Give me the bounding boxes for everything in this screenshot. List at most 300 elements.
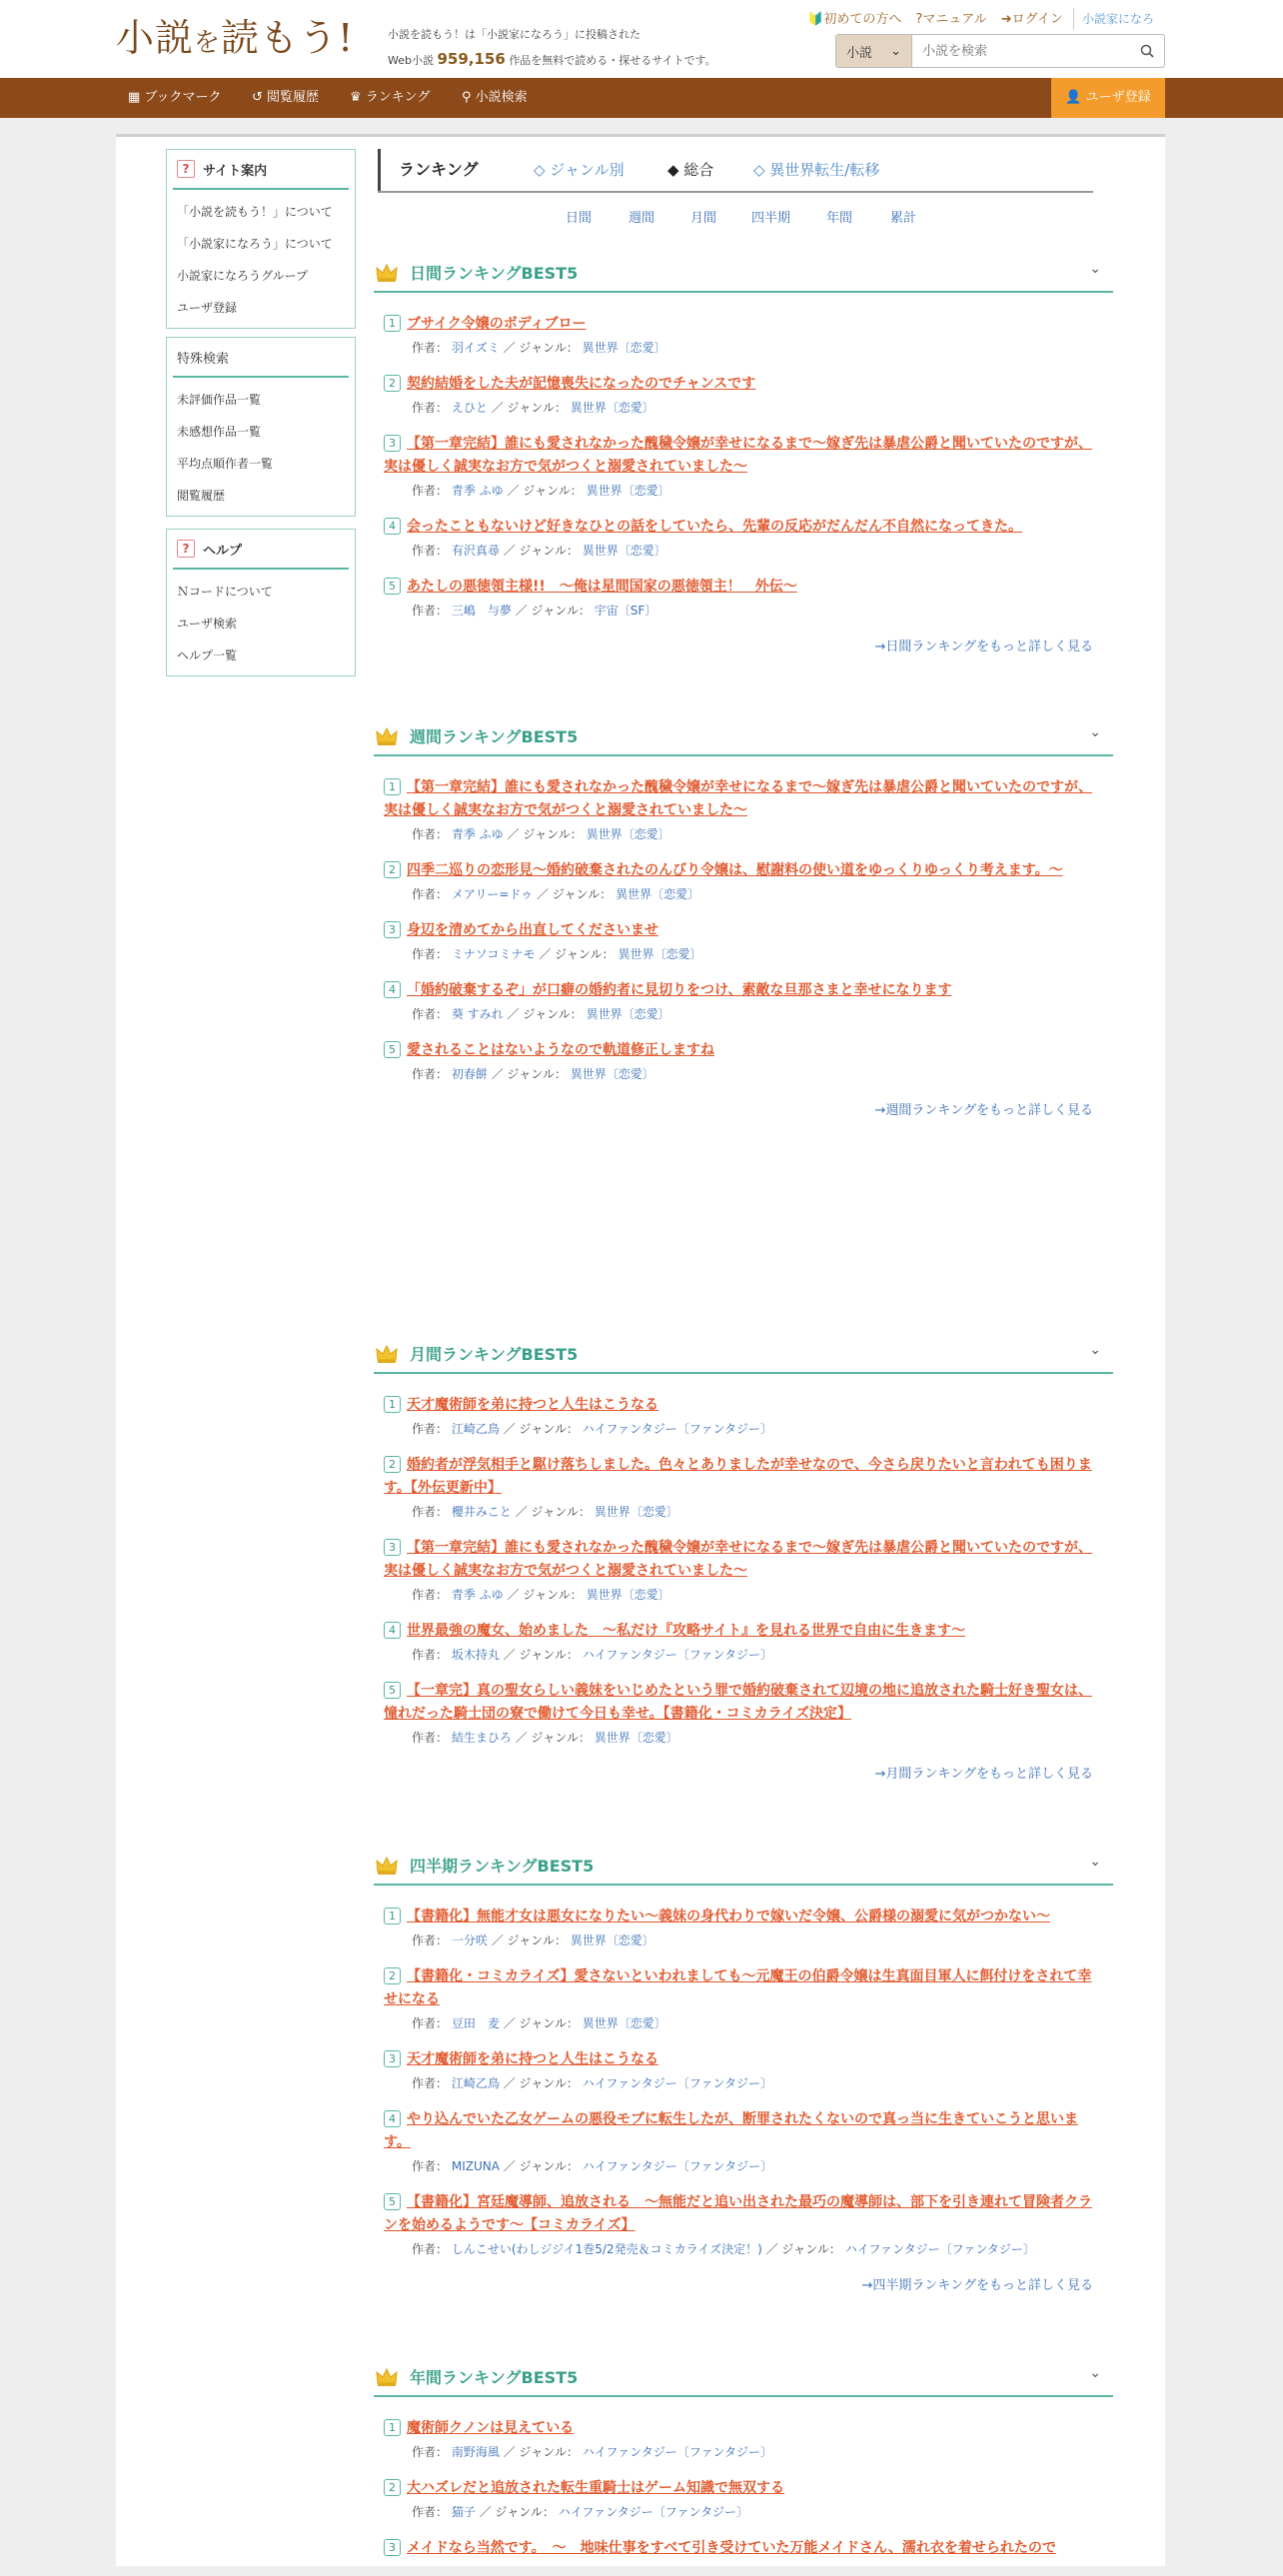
author-label: 作者： bbox=[412, 1933, 449, 1947]
author-link[interactable]: MIZUNA bbox=[451, 2159, 500, 2173]
novel-title-link[interactable]: あたしの悪徳領主様!! ～俺は星間国家の悪徳領主！ 外伝～ bbox=[407, 579, 797, 595]
genre-link[interactable]: 異世界〔恋愛〕 bbox=[570, 401, 654, 415]
site-tagline bbox=[388, 23, 716, 73]
entry-meta bbox=[384, 2014, 1103, 2032]
author-link[interactable]: 羽イズミ bbox=[451, 341, 500, 355]
entry-title-row bbox=[384, 776, 1103, 822]
author-link[interactable]: 猫子 bbox=[451, 2505, 476, 2519]
search-button[interactable] bbox=[1130, 35, 1164, 67]
genre-label: ／ ジャンル： bbox=[503, 2076, 579, 2090]
entry-title-row bbox=[384, 576, 1103, 599]
ranking-entry bbox=[374, 2477, 1113, 2521]
author-label: 作者： bbox=[412, 544, 449, 558]
rank-number: 1 bbox=[384, 778, 401, 795]
genre-label: ／ ジャンル： bbox=[503, 1422, 579, 1436]
author-link[interactable]: 結生まひろ bbox=[451, 1731, 512, 1745]
section-header[interactable] bbox=[374, 1846, 1113, 1886]
tab-isekai[interactable]: ◇ 異世界転生/転移 bbox=[753, 161, 880, 179]
chevron-down-icon: ⌄ bbox=[890, 43, 901, 59]
ranking-entry bbox=[374, 919, 1113, 963]
ranking-section-monthly bbox=[374, 1334, 1113, 1782]
ranking-tabs bbox=[378, 149, 1093, 193]
crown-icon bbox=[376, 263, 398, 283]
site-guide-title: サイト案内 bbox=[203, 163, 268, 179]
entry-meta bbox=[384, 1586, 1103, 1604]
author-label: 作者： bbox=[412, 1505, 449, 1519]
genre-link[interactable]: 異世界〔恋愛〕 bbox=[586, 1007, 670, 1021]
main-nav bbox=[0, 78, 1283, 118]
nav-bookmark[interactable] bbox=[128, 78, 222, 118]
novel-title-link[interactable]: 婚約者が浮気相手と駆け落ちしました。色々とありましたが幸せなので、今さら戻りたいと言われても困ります。【外伝更新中】 bbox=[384, 1457, 1092, 1496]
site-logo[interactable] bbox=[116, 14, 354, 67]
rank-number: 4 bbox=[384, 518, 401, 535]
entry-meta bbox=[384, 2503, 1103, 2521]
narou-logo[interactable]: 小説家になろ bbox=[1073, 8, 1163, 30]
genre-link[interactable]: ハイファンタジー〔ファンタジー〕 bbox=[582, 1648, 772, 1662]
entry-title-row bbox=[384, 1537, 1103, 1583]
genre-link[interactable]: 異世界〔恋愛〕 bbox=[586, 1588, 670, 1602]
genre-label: ／ ジャンル： bbox=[491, 401, 567, 415]
beginner-label: 初めての方へ bbox=[823, 12, 902, 27]
top-links bbox=[807, 8, 1063, 27]
tab-ranking: ランキング bbox=[378, 149, 479, 191]
crown-icon bbox=[376, 1344, 398, 1364]
genre-link[interactable]: ハイファンタジー〔ファンタジー〕 bbox=[582, 1422, 772, 1436]
genre-link[interactable]: 異世界〔恋愛〕 bbox=[618, 947, 702, 961]
ranking-entry bbox=[374, 313, 1113, 357]
ranking-entry bbox=[374, 516, 1113, 560]
genre-link[interactable]: 異世界〔恋愛〕 bbox=[582, 544, 666, 558]
ranking-entry bbox=[374, 859, 1113, 903]
genre-label: ／ ジャンル： bbox=[503, 1648, 579, 1662]
nav-bookmark-label: ブックマーク bbox=[144, 90, 222, 105]
manual-icon: ? bbox=[915, 12, 923, 27]
crown-icon bbox=[376, 1856, 398, 1876]
rank-number: 4 bbox=[384, 981, 401, 998]
section-title: 日間ランキングBEST5 bbox=[410, 264, 579, 283]
author-link[interactable]: 有沢真尋 bbox=[451, 544, 500, 558]
author-label: 作者： bbox=[412, 2076, 449, 2090]
sidebar-item-help-list[interactable]: ヘルプ一覧 bbox=[177, 648, 238, 662]
novel-title-link[interactable]: 【第一章完結】誰にも愛されなかった醜穢令嬢が幸せになるまで〜嫁ぎ先は暴虐公爵と聞いていたのですが、実は優しく誠実なお方で気がつくと溺愛されていました〜 bbox=[384, 436, 1092, 475]
genre-label: ／ ジャンル： bbox=[515, 604, 591, 618]
chevron-down-icon[interactable]: ⌄ bbox=[1089, 261, 1101, 277]
author-label: 作者： bbox=[412, 1067, 449, 1081]
ranking-list bbox=[374, 1374, 1113, 1747]
logo-text: 小説 bbox=[116, 16, 195, 60]
login-icon: ➜ bbox=[1000, 12, 1012, 27]
entry-meta bbox=[384, 2157, 1103, 2175]
author-label: 作者： bbox=[412, 341, 449, 355]
ranking-entry bbox=[374, 1906, 1113, 1949]
rank-number: 2 bbox=[384, 375, 401, 392]
search-bar bbox=[835, 34, 1165, 68]
entry-meta bbox=[384, 1503, 1103, 1521]
genre-label: ／ ジャンル： bbox=[491, 1933, 567, 1947]
tagline-suffix: 作品を無料で読める・探せるサイトです。 bbox=[509, 54, 716, 67]
author-link[interactable]: 青季 ふゆ bbox=[451, 484, 504, 498]
tab-daily[interactable]: 日間 bbox=[566, 211, 593, 226]
novel-title-link[interactable]: 愛されることはないようなので軌道修正しますね bbox=[407, 1042, 714, 1058]
tab-genre[interactable]: ◇ ジャンル別 bbox=[534, 161, 625, 179]
help-heading bbox=[173, 530, 349, 570]
genre-label: ／ ジャンル： bbox=[491, 1067, 567, 1081]
genre-link[interactable]: 異世界〔恋愛〕 bbox=[582, 2016, 666, 2030]
author-label: 作者： bbox=[412, 1422, 449, 1436]
entry-meta bbox=[384, 2074, 1103, 2092]
genre-label: ／ ジャンル： bbox=[539, 947, 615, 961]
entry-title-row bbox=[384, 2048, 1103, 2071]
ranking-entry bbox=[374, 2048, 1113, 2092]
entry-title-row bbox=[384, 979, 1103, 1002]
sidebar-item-history[interactable]: 閲覧履歴 bbox=[177, 489, 226, 503]
bookmark-icon: ▦ bbox=[128, 90, 141, 105]
beginner-icon: 🔰 bbox=[807, 12, 824, 27]
sidebar-item-ncode[interactable]: Ｎコードについて bbox=[177, 585, 273, 599]
entry-title-row bbox=[384, 1039, 1103, 1062]
ranking-entry bbox=[374, 2417, 1113, 2461]
content-container bbox=[116, 137, 1165, 2566]
genre-link[interactable]: ハイファンタジー〔ファンタジー〕 bbox=[582, 2445, 772, 2459]
sidebar-item-narou-group[interactable]: 小説家になろうグループ bbox=[177, 269, 309, 283]
novel-title-link[interactable]: ブサイク令嬢のボディブロー bbox=[407, 316, 587, 332]
nav-history[interactable] bbox=[252, 78, 319, 118]
sidebar-item-unrated[interactable]: 未評価作品一覧 bbox=[177, 393, 262, 407]
author-link[interactable]: えひと bbox=[451, 401, 488, 415]
novel-count: 959,156 bbox=[437, 50, 506, 68]
entry-meta bbox=[384, 602, 1103, 620]
genre-link[interactable]: 異世界〔恋愛〕 bbox=[570, 1067, 654, 1081]
author-label: 作者： bbox=[412, 947, 449, 961]
sidebar-site-guide bbox=[166, 149, 356, 329]
tab-weekly[interactable]: 週間 bbox=[629, 211, 655, 226]
login-label: ログイン bbox=[1011, 12, 1063, 27]
search-type-value: 小説 bbox=[846, 45, 873, 61]
author-link[interactable]: 江崎乙鳥 bbox=[451, 2076, 500, 2090]
novel-title-link[interactable]: 【一章完】真の聖女らしい義妹をいじめたという罪で婚約破棄されて辺境の地に追放された騎士好き聖女は、憧れだった騎士団の寮で働けて今日も幸せ。【書籍化・コミカライズ決定】 bbox=[384, 1683, 1092, 1722]
nav-history-label: 閲覧履歴 bbox=[267, 90, 320, 105]
genre-link[interactable]: 異世界〔恋愛〕 bbox=[586, 484, 670, 498]
entry-title-row bbox=[384, 2477, 1103, 2500]
genre-label: ／ ジャンル： bbox=[536, 887, 613, 901]
entry-meta bbox=[384, 339, 1103, 357]
entry-title-row bbox=[384, 1620, 1103, 1643]
chevron-down-icon[interactable]: ⌄ bbox=[1089, 2365, 1101, 2381]
ranking-entry bbox=[374, 1537, 1113, 1604]
logo-text-wo: を bbox=[194, 28, 222, 58]
tab-yearly[interactable]: 年間 bbox=[826, 211, 853, 226]
rank-number: 3 bbox=[384, 435, 401, 452]
genre-label: ／ ジャンル： bbox=[507, 1007, 583, 1021]
author-link[interactable]: 青季 ふゆ bbox=[451, 1588, 504, 1602]
author-label: 作者： bbox=[412, 2242, 449, 2256]
chevron-down-icon[interactable]: ⌄ bbox=[1089, 1342, 1101, 1358]
manual-label: マニュアル bbox=[922, 12, 987, 27]
genre-label: ／ ジャンル： bbox=[503, 544, 579, 558]
ranking-entry bbox=[374, 1680, 1113, 1747]
tab-monthly[interactable]: 月間 bbox=[690, 211, 717, 226]
rank-number: 2 bbox=[384, 2479, 401, 2496]
genre-link[interactable]: ハイファンタジー〔ファンタジー〕 bbox=[844, 2242, 1035, 2256]
author-label: 作者： bbox=[412, 401, 449, 415]
crown-icon bbox=[376, 2367, 398, 2387]
search-input[interactable] bbox=[912, 35, 1130, 67]
novel-title-link[interactable]: 【第一章完結】誰にも愛されなかった醜穢令嬢が幸せになるまで〜嫁ぎ先は暴虐公爵と聞いていたのですが、実は優しく誠実なお方で気がつくと溺愛されていました〜 bbox=[384, 1540, 1092, 1579]
ranking-entry bbox=[374, 1965, 1113, 2032]
question-icon: ? bbox=[177, 540, 195, 558]
entry-meta bbox=[384, 1420, 1103, 1438]
logo-text-end: 読もう! bbox=[221, 16, 355, 60]
entry-title-row bbox=[384, 1454, 1103, 1500]
author-label: 作者： bbox=[412, 2016, 449, 2030]
rank-number: 4 bbox=[384, 2110, 401, 2127]
novel-title-link[interactable]: 天才魔術師を弟に持つと人生はこうなる bbox=[407, 2051, 658, 2067]
author-label: 作者： bbox=[412, 484, 449, 498]
section-header[interactable] bbox=[374, 253, 1113, 293]
tab-overall[interactable]: ◆ 総合 bbox=[667, 161, 714, 179]
rank-number: 2 bbox=[384, 1456, 401, 1473]
novel-title-link[interactable]: 身辺を清めてから出直してくださいませ bbox=[407, 922, 658, 938]
sidebar-special-search bbox=[166, 337, 356, 517]
sidebar-item-about-narou[interactable]: 「小説家になろう」について bbox=[177, 237, 333, 251]
rank-number: 5 bbox=[384, 1041, 401, 1058]
tagline-line-1: 小説を読もう！は「小説家になろう」に投稿された bbox=[388, 28, 641, 41]
author-link[interactable]: 坂木持丸 bbox=[451, 1648, 500, 1662]
entry-title-row bbox=[384, 1906, 1103, 1929]
entry-meta bbox=[384, 2443, 1103, 2461]
search-icon bbox=[1140, 44, 1154, 58]
question-icon: ? bbox=[177, 160, 195, 178]
entry-title-row bbox=[384, 373, 1103, 396]
more-ranking-link[interactable]: →日間ランキングをもっと詳しく見る bbox=[874, 640, 1093, 654]
section-title: 年間ランキングBEST5 bbox=[410, 2368, 579, 2387]
period-tabs bbox=[116, 207, 1165, 227]
sidebar-help bbox=[166, 529, 356, 676]
author-link[interactable]: 南野海風 bbox=[451, 2445, 500, 2459]
history-icon: ↺ bbox=[252, 90, 263, 105]
special-search-heading bbox=[173, 338, 349, 378]
section-title: 四半期ランキングBEST5 bbox=[410, 1857, 595, 1876]
novel-title-link[interactable]: 天才魔術師を弟に持つと人生はこうなる bbox=[407, 1397, 658, 1413]
author-label: 作者： bbox=[412, 2445, 449, 2459]
search-type-select[interactable] bbox=[836, 35, 912, 67]
entry-meta bbox=[384, 885, 1103, 903]
section-title: 月間ランキングBEST5 bbox=[410, 1345, 579, 1364]
entry-title-row bbox=[384, 919, 1103, 942]
entry-title-row bbox=[384, 2537, 1103, 2560]
rank-number: 3 bbox=[384, 1539, 401, 1556]
section-title: 週間ランキングBEST5 bbox=[410, 727, 579, 746]
author-label: 作者： bbox=[412, 1731, 449, 1745]
chevron-down-icon[interactable]: ⌄ bbox=[1089, 1854, 1101, 1870]
author-label: 作者： bbox=[412, 1648, 449, 1662]
ranking-list bbox=[374, 756, 1113, 1083]
novel-title-link[interactable]: メイドなら当然です。 ～ 地味仕事をすべて引き受けていた万能メイドさん、濡れ衣を着せられたので bbox=[407, 2540, 1056, 2556]
author-link[interactable]: 三嶋 与夢 bbox=[451, 604, 512, 618]
ranking-entry bbox=[374, 433, 1113, 500]
genre-label: ／ ジャンル： bbox=[515, 1731, 591, 1745]
tagline-prefix: Web小説 bbox=[388, 54, 434, 67]
author-link[interactable]: ミナソコミナモ bbox=[451, 947, 536, 961]
special-search-title: 特殊検索 bbox=[177, 351, 230, 367]
chevron-down-icon[interactable]: ⌄ bbox=[1089, 724, 1101, 740]
tab-quarterly[interactable]: 四半期 bbox=[751, 211, 791, 226]
genre-link[interactable]: 異世界〔恋愛〕 bbox=[594, 1505, 678, 1519]
section-header[interactable] bbox=[374, 2357, 1113, 2397]
novel-title-link[interactable]: 契約結婚をした夫が記憶喪失になったのでチャンスです bbox=[407, 376, 756, 392]
rank-number: 1 bbox=[384, 315, 401, 332]
entry-meta bbox=[384, 482, 1103, 500]
more-ranking-link[interactable]: →週間ランキングをもっと詳しく見る bbox=[874, 1103, 1093, 1118]
ranking-entry bbox=[374, 1394, 1113, 1438]
entry-meta bbox=[384, 542, 1103, 560]
ranking-section-weekly bbox=[374, 716, 1113, 1118]
genre-link[interactable]: ハイファンタジー〔ファンタジー〕 bbox=[582, 2076, 772, 2090]
entry-title-row bbox=[384, 313, 1103, 336]
sidebar-item-about-yomou[interactable]: 「小説を読もう！」について bbox=[177, 205, 333, 219]
rank-number: 2 bbox=[384, 861, 401, 878]
rank-number: 3 bbox=[384, 2050, 401, 2067]
genre-link[interactable]: 異世界〔恋愛〕 bbox=[594, 1731, 678, 1745]
rank-number: 3 bbox=[384, 2539, 401, 2556]
ranking-entry bbox=[374, 979, 1113, 1023]
nav-search-label: 小説検索 bbox=[475, 90, 528, 105]
entry-title-row bbox=[384, 1680, 1103, 1726]
entry-title-row bbox=[384, 516, 1103, 539]
genre-link[interactable]: ハイファンタジー〔ファンタジー〕 bbox=[558, 2505, 748, 2519]
help-title: ヘルプ bbox=[203, 543, 243, 559]
genre-label: ／ ジャンル： bbox=[503, 2445, 579, 2459]
genre-link[interactable]: 宇宙〔SF〕 bbox=[594, 604, 657, 618]
register-button[interactable] bbox=[1051, 78, 1165, 118]
entry-meta bbox=[384, 1005, 1103, 1023]
ranking-entry bbox=[374, 576, 1113, 620]
novel-title-link[interactable]: やり込んでいた乙女ゲームの悪役モブに転生したが、断罪されたくないので真っ当に生きていこうと思います。 bbox=[384, 2111, 1078, 2150]
novel-title-link[interactable]: 【書籍化・コミカライズ】愛さないといわれましても～元魔王の伯爵令嬢は生真面目軍人に餌付けをされて幸せになる bbox=[384, 1968, 1092, 2007]
author-link[interactable]: 葵 すみれ bbox=[451, 1007, 504, 1021]
rank-number: 1 bbox=[384, 1396, 401, 1413]
tab-cumulative[interactable]: 累計 bbox=[890, 211, 917, 226]
entry-title-row bbox=[384, 2108, 1103, 2154]
genre-label: ／ ジャンル： bbox=[515, 1505, 591, 1519]
ranking-list bbox=[374, 293, 1113, 620]
author-link[interactable]: しんこせい(わしジジイ1巻5/2発売＆コミカライズ決定！) bbox=[451, 2242, 762, 2256]
nav-ranking[interactable] bbox=[350, 78, 430, 118]
nav-search[interactable] bbox=[462, 78, 528, 118]
ranking-entry bbox=[374, 2191, 1113, 2258]
entry-title-row bbox=[384, 1394, 1103, 1417]
author-link[interactable]: 江崎乙鳥 bbox=[451, 1422, 500, 1436]
novel-title-link[interactable]: 世界最強の魔女、始めました ～私だけ『攻略サイト』を見れる世界で自由に生きます～ bbox=[407, 1623, 966, 1639]
entry-title-row bbox=[384, 2191, 1103, 2237]
beginner-link[interactable] bbox=[807, 8, 901, 27]
rank-number: 5 bbox=[384, 2193, 401, 2210]
entry-meta bbox=[384, 825, 1103, 843]
rank-number: 3 bbox=[384, 921, 401, 938]
genre-label: ／ ジャンル： bbox=[503, 2159, 580, 2173]
author-link[interactable]: 一分咲 bbox=[451, 1933, 488, 1947]
genre-link[interactable]: 異世界〔恋愛〕 bbox=[570, 1933, 654, 1947]
genre-label: ／ ジャンル： bbox=[765, 2242, 841, 2256]
more-ranking-link[interactable]: →月間ランキングをもっと詳しく見る bbox=[874, 1767, 1093, 1782]
ranking-entry bbox=[374, 2537, 1113, 2560]
author-label: 作者： bbox=[412, 887, 449, 901]
novel-title-link[interactable]: 「婚約破棄するぞ」が口癖の婚約者に見切りをつけ、素敵な旦那さまと幸せになります bbox=[407, 982, 952, 998]
more-ranking-link[interactable]: →四半期ランキングをもっと詳しく見る bbox=[861, 2278, 1093, 2293]
rank-number: 5 bbox=[384, 578, 401, 595]
user-icon: 👤 bbox=[1065, 90, 1082, 105]
sidebar-item-unreviewed[interactable]: 未感想作品一覧 bbox=[177, 425, 262, 439]
author-link[interactable]: 豆田 麦 bbox=[451, 2016, 500, 2030]
manual-link[interactable] bbox=[915, 8, 986, 27]
novel-title-link[interactable]: 【書籍化】宮廷魔導師、追放される ～無能だと追い出された最巧の魔導師は、部下を引き連れて冒険者クランを始めるようです～【コミカライズ】 bbox=[384, 2194, 1092, 2233]
entry-meta bbox=[384, 1646, 1103, 1664]
genre-link[interactable]: ハイファンタジー〔ファンタジー〕 bbox=[582, 2159, 773, 2173]
genre-label: ／ ジャンル： bbox=[507, 827, 583, 841]
entry-meta bbox=[384, 1932, 1103, 1949]
novel-title-link[interactable]: 大ハズレだと追放された転生重騎士はゲーム知識で無双する bbox=[407, 2480, 784, 2496]
genre-link[interactable]: 異世界〔恋愛〕 bbox=[616, 887, 700, 901]
ranking-entry bbox=[374, 1454, 1113, 1521]
site-header bbox=[0, 0, 1283, 78]
genre-label: ／ ジャンル： bbox=[479, 2505, 555, 2519]
nav-ranking-label: ランキング bbox=[365, 90, 431, 105]
entry-meta bbox=[384, 1729, 1103, 1747]
crown-icon bbox=[376, 726, 398, 746]
author-link[interactable]: メアリー=ドゥ bbox=[451, 887, 534, 901]
genre-label: ／ ジャンル： bbox=[503, 2016, 579, 2030]
section-header[interactable] bbox=[374, 1334, 1113, 1374]
novel-title-link[interactable]: 【書籍化】無能才女は悪女になりたい～義妹の身代わりで嫁いだ令嬢、公爵様の溺愛に気がつかない～ bbox=[407, 1909, 1050, 1925]
entry-title-row bbox=[384, 433, 1103, 479]
novel-title-link[interactable]: 【第一章完結】誰にも愛されなかった醜穢令嬢が幸せになるまで〜嫁ぎ先は暴虐公爵と聞いていたのですが、実は優しく誠実なお方で気がつくと溺愛されていました〜 bbox=[384, 779, 1092, 818]
author-label: 作者： bbox=[412, 2159, 449, 2173]
novel-title-link[interactable]: 会ったこともないけど好きなひとの話をしていたら、先輩の反応がだんだん不自然になってきた。 bbox=[407, 519, 1022, 535]
entry-meta bbox=[384, 1065, 1103, 1083]
genre-link[interactable]: 異世界〔恋愛〕 bbox=[582, 341, 666, 355]
ranking-section-quarterly bbox=[374, 1846, 1113, 2293]
entry-meta bbox=[384, 399, 1103, 417]
section-header[interactable] bbox=[374, 716, 1113, 756]
ranking-section-daily bbox=[374, 253, 1113, 654]
genre-label: ／ ジャンル： bbox=[507, 484, 583, 498]
genre-label: ／ ジャンル： bbox=[503, 341, 579, 355]
login-link[interactable] bbox=[1001, 8, 1063, 27]
ranking-entry bbox=[374, 1039, 1113, 1083]
genre-link[interactable]: 異世界〔恋愛〕 bbox=[586, 827, 670, 841]
novel-title-link[interactable]: 魔術師クノンは見えている bbox=[407, 2420, 575, 2436]
sidebar-item-user-register[interactable]: ユーザ登録 bbox=[177, 301, 238, 315]
sidebar-item-avg-authors[interactable]: 平均点順作者一覧 bbox=[177, 457, 274, 471]
sidebar-item-user-search[interactable]: ユーザ検索 bbox=[177, 617, 238, 631]
author-link[interactable]: 青季 ふゆ bbox=[451, 827, 504, 841]
rank-number: 4 bbox=[384, 1622, 401, 1639]
author-link[interactable]: 初春餅 bbox=[451, 1067, 488, 1081]
author-link[interactable]: 櫻井みこと bbox=[451, 1505, 512, 1519]
entry-meta bbox=[384, 2240, 1103, 2258]
author-label: 作者： bbox=[412, 827, 449, 841]
rank-number: 5 bbox=[384, 1682, 401, 1699]
rank-number: 2 bbox=[384, 1967, 401, 1984]
ranking-list bbox=[374, 2397, 1113, 2560]
ranking-entry bbox=[374, 373, 1113, 417]
ranking-list bbox=[374, 1886, 1113, 2258]
ranking-entry bbox=[374, 776, 1113, 843]
crown-icon: ♛ bbox=[350, 90, 362, 105]
novel-title-link[interactable]: 四季二巡りの恋形見〜婚約破棄されたのんびり令嬢は、慰謝料の使い道をゆっくりゆっくり考えます。〜 bbox=[407, 862, 1063, 878]
author-label: 作者： bbox=[412, 1007, 449, 1021]
register-label: ユーザ登録 bbox=[1085, 90, 1151, 105]
